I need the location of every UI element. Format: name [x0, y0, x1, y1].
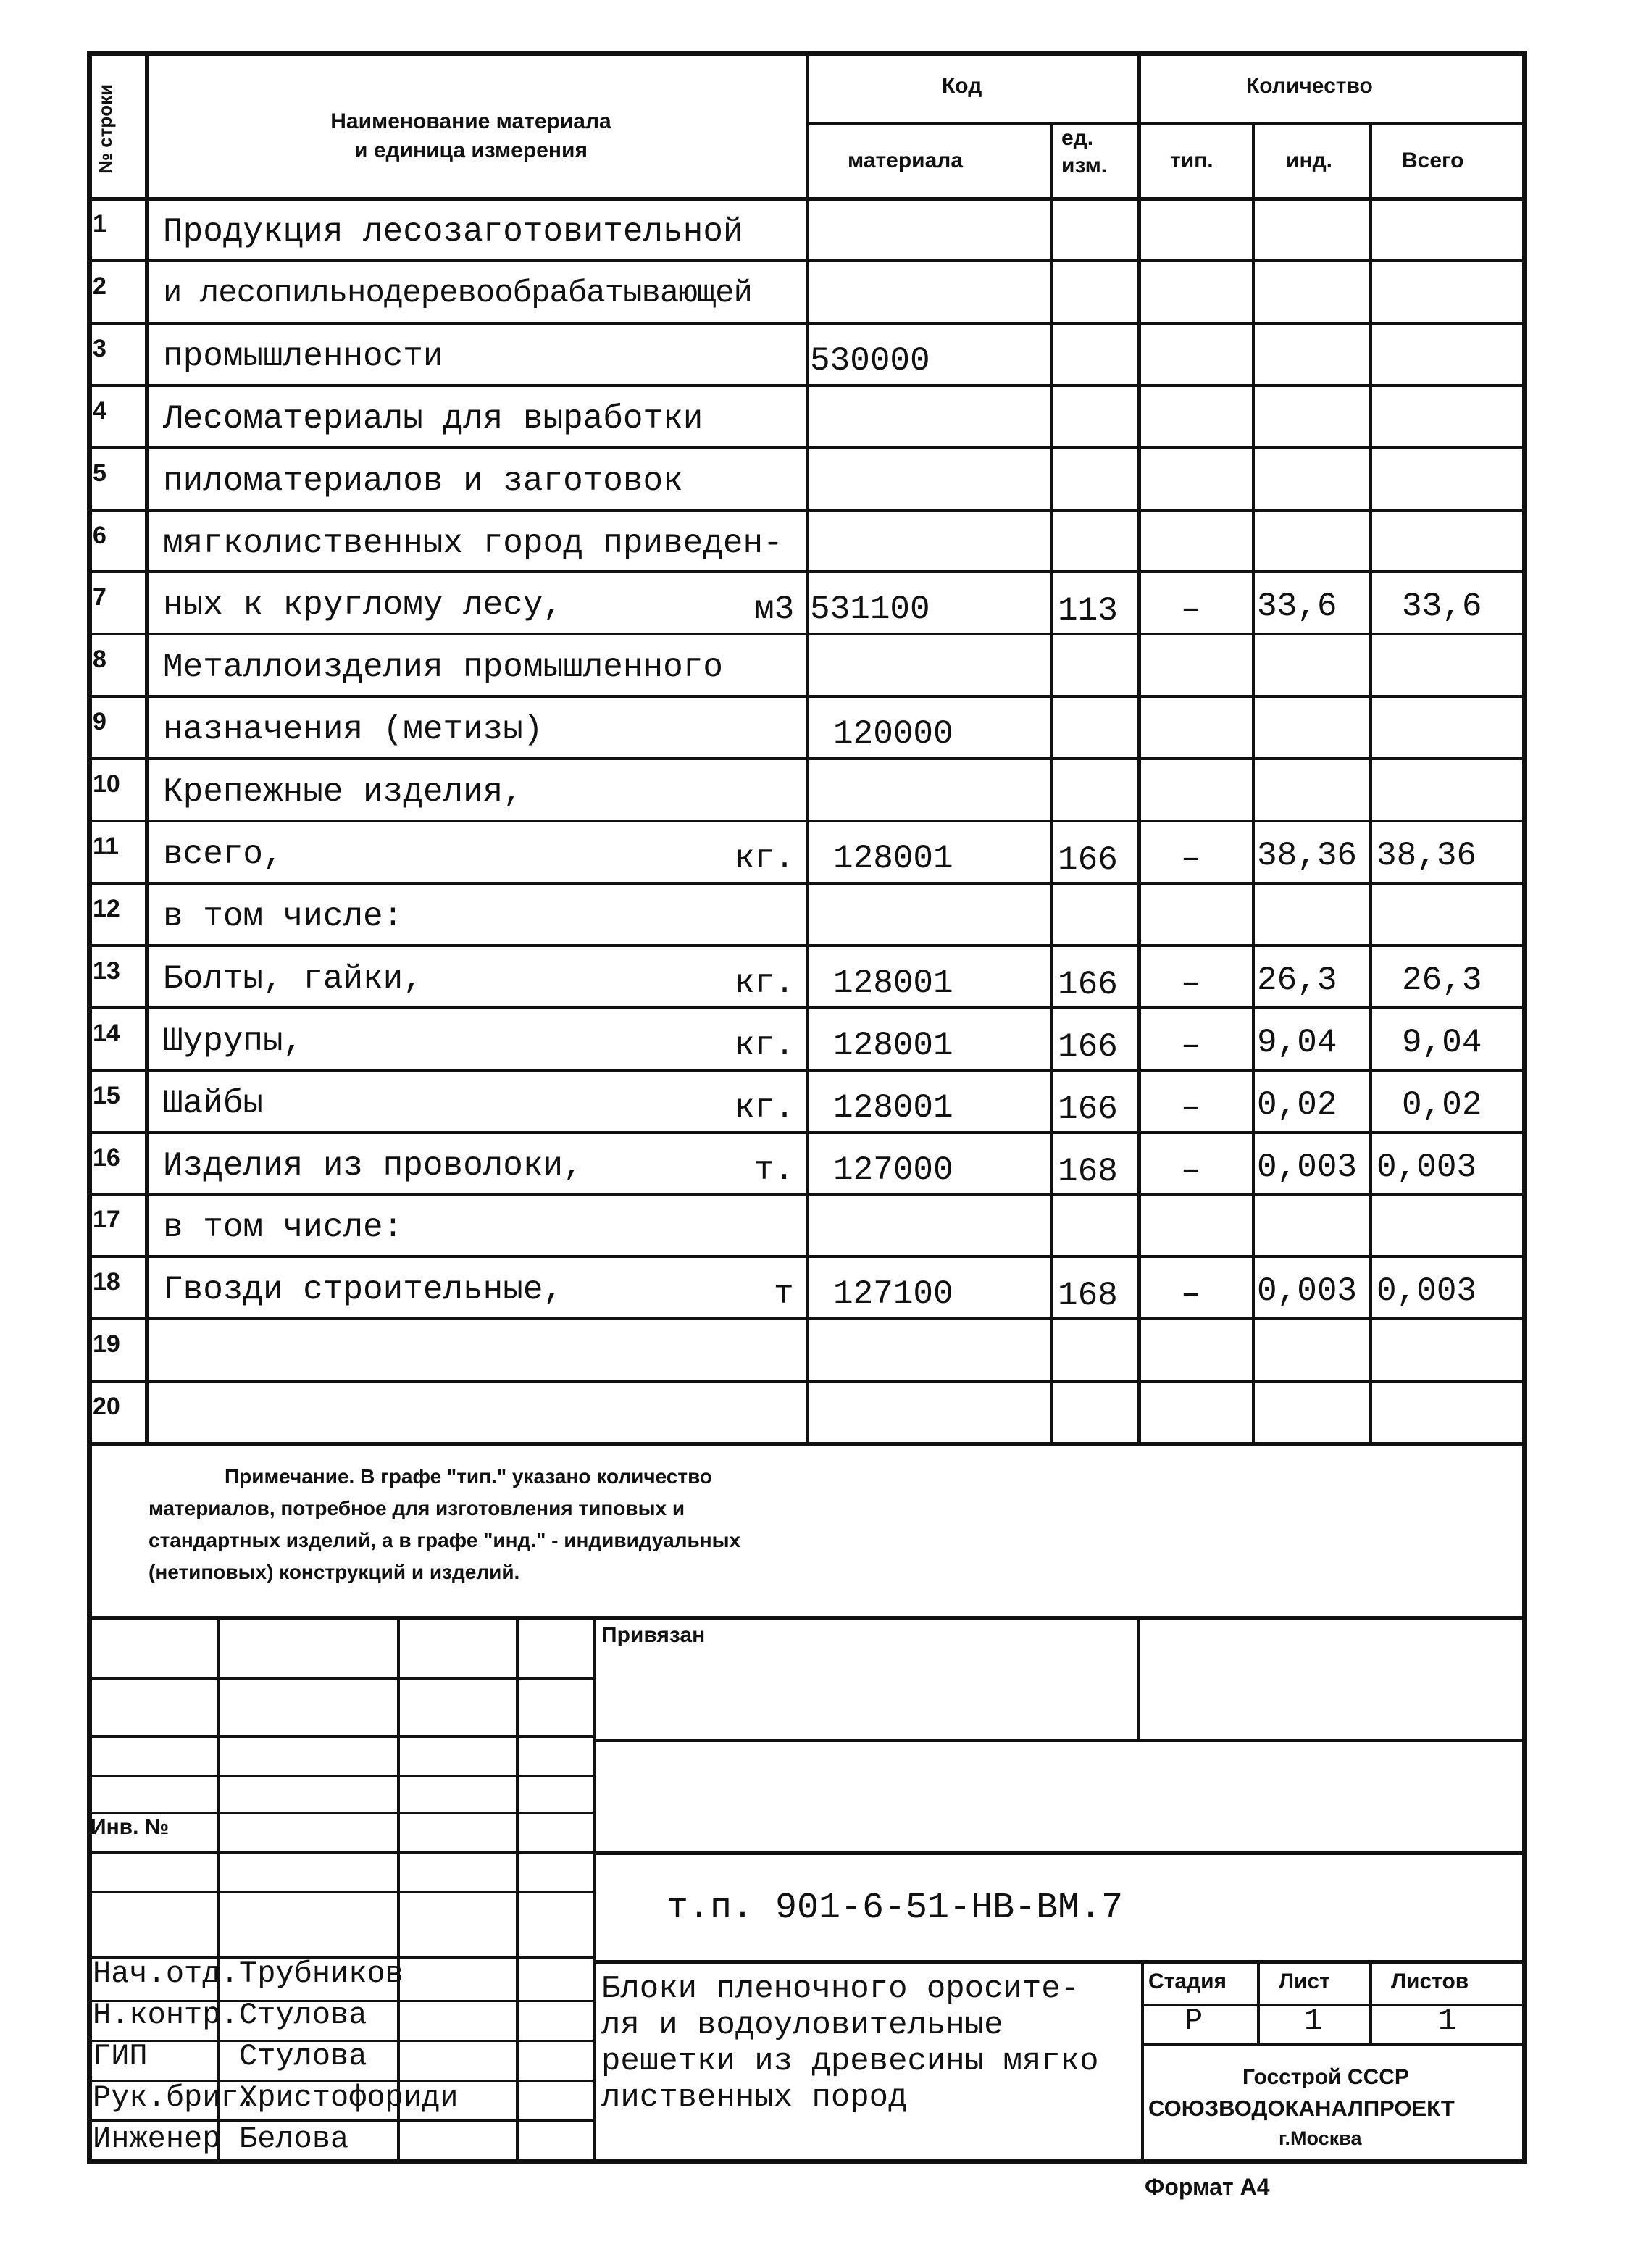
row-unit-code: 166 [1058, 841, 1118, 879]
col-line-ind [1252, 122, 1255, 1442]
row-number: 12 [93, 894, 120, 922]
header-typ: тип. [1170, 149, 1213, 172]
row-name: Изделия из проволоки, [163, 1146, 583, 1185]
row-number: 3 [93, 334, 106, 362]
row-line [87, 1131, 1525, 1134]
row-number: 11 [93, 833, 119, 860]
row-line [87, 1442, 1525, 1446]
row-ind: 0,003 [1257, 1272, 1358, 1311]
row-number: 8 [93, 646, 106, 674]
row-name: Лесоматериалы для выработки [163, 399, 703, 438]
row-total: 0,003 [1377, 1148, 1477, 1186]
row-number: 18 [93, 1268, 120, 1296]
header-code: Код [942, 74, 982, 98]
row-name: Шурупы, [163, 1022, 304, 1060]
row-unit: т [774, 1275, 794, 1314]
row-unit: кг. [735, 1026, 795, 1064]
row-number: 4 [93, 396, 106, 425]
stamp-row-line [87, 1891, 593, 1893]
row-line [87, 633, 1525, 635]
row-unit-code: 166 [1058, 1027, 1118, 1066]
row-line [87, 757, 1525, 760]
row-unit: кг. [735, 840, 795, 877]
header-ind: инд. [1286, 149, 1332, 172]
row-name: назначения (метизы) [163, 711, 543, 749]
row-number: 5 [93, 459, 106, 487]
row-line [87, 1380, 1525, 1383]
stamp-row-line [87, 1677, 593, 1680]
stamp-role: Н.контр. [93, 1998, 239, 2033]
row-number: 14 [93, 1019, 120, 1047]
row-code: 127000 [833, 1151, 953, 1189]
row-typ: – [1181, 591, 1201, 629]
stamp-sheets-label: Листов [1391, 1969, 1469, 1993]
row-number: 10 [93, 770, 120, 799]
row-code: 128001 [833, 1088, 953, 1127]
row-line [87, 384, 1525, 387]
row-number: 17 [93, 1206, 120, 1234]
row-total: 38,36 [1377, 837, 1477, 875]
format-label: Формат А4 [1145, 2174, 1270, 2200]
stamp-line-code-bot [593, 1960, 1525, 1964]
row-number: 9 [93, 708, 106, 736]
stamp-org-1: Госстрой СССР [1242, 2065, 1409, 2089]
stamp-info-bot [1141, 2043, 1525, 2046]
row-line [87, 1255, 1525, 1258]
stamp-row-line [87, 1812, 593, 1814]
row-unit: кг. [735, 964, 795, 1002]
row-line [87, 259, 1525, 262]
row-unit: т. [754, 1151, 795, 1189]
row-number: 7 [93, 583, 106, 612]
row-code: 531100 [810, 591, 930, 629]
row-line [87, 1193, 1525, 1196]
row-total: 26,3 [1402, 961, 1482, 999]
stamp-org-2: СОЮЗВОДОКАНАЛПРОЕКТ [1148, 2096, 1455, 2121]
row-ind: 0,02 [1257, 1085, 1337, 1124]
row-unit-code: 166 [1058, 1090, 1118, 1128]
stamp-doc-code: т.п. 901-6-51-НВ-ВМ.7 [667, 1888, 1124, 1929]
row-code: 128001 [833, 840, 953, 877]
row-name: Гвозди строительные, [163, 1271, 564, 1309]
row-number: 13 [93, 956, 120, 985]
header-qty: Количество [1246, 74, 1373, 98]
header-name: Наименование материала и единица измерения [330, 109, 611, 162]
row-line [87, 509, 1525, 512]
note-line-1: Примечание. В графе "тип." указано количество [225, 1465, 713, 1488]
row-ind: 0,003 [1257, 1148, 1358, 1186]
row-line [87, 944, 1525, 947]
note-line-3: стандартных изделий, а в графе "инд." - индивидуальных [149, 1529, 741, 1551]
row-line [87, 570, 1525, 573]
row-number: 1 [93, 210, 106, 238]
stamp-person-name: Трубников [239, 1956, 404, 1991]
row-total: 0,02 [1402, 1085, 1482, 1124]
stamp-info-col1 [1257, 1960, 1260, 2043]
row-line [87, 1069, 1525, 1072]
row-typ: – [1181, 1026, 1201, 1064]
row-name: ных к круглому лесу, [163, 586, 564, 625]
row-line [87, 446, 1525, 449]
stamp-person-name: Стулова [239, 1998, 367, 2033]
row-line [87, 1317, 1525, 1320]
row-typ: – [1181, 1088, 1201, 1127]
row-typ: – [1181, 840, 1201, 877]
row-name: в том числе: [163, 1209, 404, 1247]
header-bottom-line [87, 197, 1525, 201]
row-name: пиломатериалов и заготовок [163, 462, 683, 500]
stamp-info-col2 [1369, 1960, 1372, 2043]
row-unit: м3 [754, 591, 795, 629]
stamp-row-line [87, 1735, 593, 1738]
row-ind: 33,6 [1257, 588, 1337, 626]
row-code: 120000 [833, 715, 953, 754]
row-number: 16 [93, 1143, 120, 1172]
row-typ: – [1181, 1275, 1201, 1314]
header-mid-line [806, 122, 1525, 125]
stamp-role: Рук.бриг. [93, 2080, 257, 2115]
stamp-info-left [1141, 1960, 1144, 2163]
stamp-line-code-top [593, 1851, 1525, 1855]
row-total: 33,6 [1402, 588, 1482, 626]
row-total: 9,04 [1402, 1023, 1482, 1062]
stamp-person-name: Христофориди [239, 2080, 459, 2115]
stamp-privyazan: Привязан [601, 1623, 706, 1647]
row-name: Болты, гайки, [163, 959, 423, 998]
row-name: промышленности [163, 337, 443, 375]
row-code: 128001 [833, 1026, 953, 1064]
stamp-title-2: ля и водоуловительные [601, 2007, 1003, 2043]
row-name: Крепежные изделия, [163, 773, 523, 812]
row-unit-code: 168 [1058, 1152, 1118, 1191]
row-ind: 26,3 [1257, 961, 1337, 999]
row-unit-code: 166 [1058, 965, 1118, 1004]
row-total: 0,003 [1377, 1272, 1477, 1311]
stamp-right-split [1137, 1616, 1140, 1739]
stamp-col-line [593, 1616, 596, 2163]
col-line-unit [1050, 122, 1053, 1442]
stamp-title-1: Блоки пленочного оросите- [601, 1971, 1080, 2007]
row-number: 2 [93, 272, 106, 300]
row-typ: – [1181, 1151, 1201, 1189]
stamp-title-4: лиственных пород [601, 2080, 908, 2116]
stamp-org-3: г.Москва [1279, 2127, 1362, 2149]
stamp-sheet-label: Лист [1279, 1969, 1330, 1993]
header-total: Всего [1402, 149, 1464, 172]
header-row-no: № строки [94, 83, 116, 174]
row-line [87, 882, 1525, 885]
row-number: 20 [93, 1393, 120, 1421]
row-ind: 38,36 [1257, 837, 1358, 875]
stamp-row-line [87, 1775, 593, 1777]
col-line-tot [1369, 122, 1372, 1442]
row-number: 6 [93, 521, 106, 549]
row-name: мягколиственных город приведен- [163, 524, 783, 562]
row-code: 530000 [810, 341, 930, 380]
header-unit: ед. изм. [1061, 126, 1108, 178]
stamp-inv: Инв. № [91, 1815, 170, 1839]
row-name: всего, [163, 835, 283, 873]
row-typ: – [1181, 964, 1201, 1002]
row-name: и лесопильнодеревообрабатывающей [163, 275, 752, 312]
stamp-stage: Р [1185, 2004, 1203, 2038]
row-unit-code: 168 [1058, 1277, 1118, 1315]
row-ind: 9,04 [1257, 1023, 1337, 1062]
stamp-line-privyazan [593, 1739, 1525, 1742]
note-line-2: материалов, потребное для изготовления типовых и [149, 1497, 685, 1519]
stamp-role: Нач.отд. [93, 1956, 239, 1991]
row-line [87, 695, 1525, 698]
row-name: Продукция лесозаготовительной [163, 213, 743, 251]
row-name: в том числе: [163, 897, 404, 935]
row-line [87, 820, 1525, 822]
stamp-sheet: 1 [1304, 2004, 1323, 2038]
stamp-role: Инженер [93, 2122, 221, 2156]
row-number: 15 [93, 1081, 120, 1109]
stamp-row-line [87, 1851, 593, 1854]
stamp-person-name: Стулова [239, 2039, 367, 2074]
row-number: 19 [93, 1330, 120, 1359]
stamp-stage-label: Стадия [1148, 1969, 1227, 1993]
row-line [87, 1006, 1525, 1009]
stamp-top-line [87, 1616, 1525, 1620]
row-unit: кг. [735, 1088, 795, 1127]
row-code: 127100 [833, 1275, 953, 1314]
row-unit-code: 113 [1058, 592, 1118, 630]
row-line [87, 322, 1525, 325]
row-name: Шайбы [163, 1084, 264, 1122]
stamp-title-3: решетки из древесины мягко [601, 2043, 1099, 2080]
stamp-role: ГИП [93, 2039, 148, 2074]
row-name: Металлоизделия промышленного [163, 649, 723, 687]
note-line-4: (нетиповых) конструкций и изделий. [149, 1561, 520, 1583]
stamp-person-name: Белова [239, 2122, 349, 2156]
stamp-sheets: 1 [1438, 2004, 1457, 2038]
header-material: материала [848, 149, 964, 172]
row-code: 128001 [833, 964, 953, 1002]
